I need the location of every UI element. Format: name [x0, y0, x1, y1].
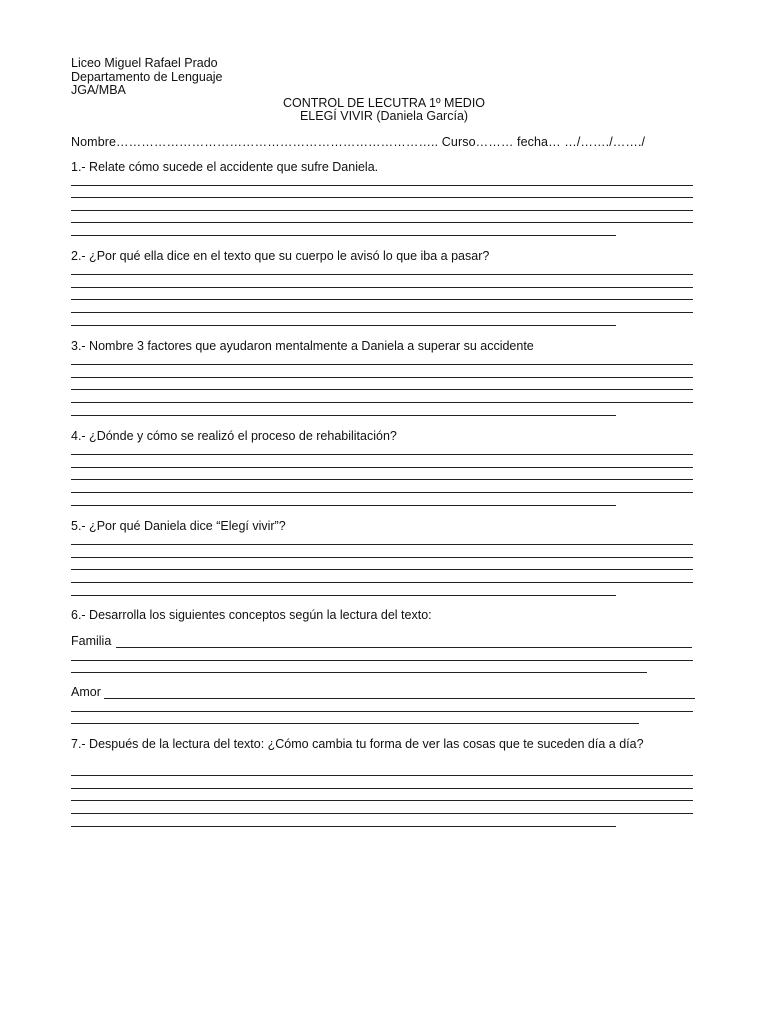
answer-line[interactable] — [71, 197, 693, 198]
answer-line[interactable] — [71, 492, 693, 493]
student-info-line[interactable]: Nombre………………………………………………………………….. Curso……… fecha… …/……./……./ — [71, 135, 646, 149]
answer-line[interactable] — [71, 454, 693, 455]
answer-line[interactable] — [71, 222, 693, 223]
answer-line[interactable] — [71, 274, 693, 275]
answer-line[interactable] — [71, 389, 693, 390]
answer-line[interactable] — [71, 582, 693, 583]
question-7: 7.- Después de la lectura del texto: ¿Cómo cambia tu forma de ver las cosas que te suceden día a día? — [71, 737, 644, 751]
answer-line[interactable] — [71, 800, 693, 801]
answer-line[interactable] — [71, 377, 693, 378]
answer-line[interactable] — [71, 544, 693, 545]
answer-line[interactable] — [71, 569, 693, 570]
answer-line[interactable] — [71, 788, 693, 789]
answer-line[interactable] — [71, 775, 693, 776]
answer-line[interactable] — [71, 813, 693, 814]
answer-line[interactable] — [71, 325, 616, 326]
answer-line[interactable] — [71, 467, 693, 468]
answer-line[interactable] — [71, 415, 616, 416]
answer-line[interactable] — [71, 402, 693, 403]
answer-line[interactable] — [71, 235, 616, 236]
answer-line[interactable] — [71, 299, 693, 300]
page-subtitle: ELEGÍ VIVIR (Daniela García) — [299, 109, 469, 123]
question-6: 6.- Desarrolla los siguientes conceptos según la lectura del texto: — [71, 608, 432, 622]
school-name: Liceo Miguel Rafael Prado — [71, 56, 218, 70]
answer-line[interactable] — [71, 660, 693, 661]
author-initials: JGA/MBA — [71, 83, 126, 97]
answer-line[interactable] — [116, 647, 692, 648]
question-5: 5.- ¿Por qué Daniela dice “Elegí vivir”? — [71, 519, 286, 533]
answer-line[interactable] — [71, 287, 693, 288]
question-2: 2.- ¿Por qué ella dice en el texto que su cuerpo le avisó lo que iba a pasar? — [71, 249, 490, 263]
answer-line[interactable] — [71, 672, 647, 673]
department-name: Departamento de Lenguaje — [71, 70, 223, 84]
answer-line[interactable] — [71, 723, 639, 724]
answer-line[interactable] — [71, 364, 693, 365]
answer-line[interactable] — [71, 595, 616, 596]
answer-line[interactable] — [71, 479, 693, 480]
answer-line[interactable] — [71, 505, 616, 506]
answer-line[interactable] — [71, 711, 693, 712]
concept-amor-label: Amor — [71, 685, 101, 699]
page-title: CONTROL DE LECUTRA 1º MEDIO — [282, 96, 486, 110]
question-3: 3.- Nombre 3 factores que ayudaron mentalmente a Daniela a superar su accidente — [71, 339, 534, 353]
answer-line[interactable] — [104, 698, 695, 699]
answer-line[interactable] — [71, 557, 693, 558]
concept-familia-label: Familia — [71, 634, 112, 648]
answer-line[interactable] — [71, 210, 693, 211]
answer-line[interactable] — [71, 185, 693, 186]
answer-line[interactable] — [71, 312, 693, 313]
question-4: 4.- ¿Dónde y cómo se realizó el proceso de rehabilitación? — [71, 429, 397, 443]
answer-line[interactable] — [71, 826, 616, 827]
question-1: 1.- Relate cómo sucede el accidente que sufre Daniela. — [71, 160, 379, 174]
